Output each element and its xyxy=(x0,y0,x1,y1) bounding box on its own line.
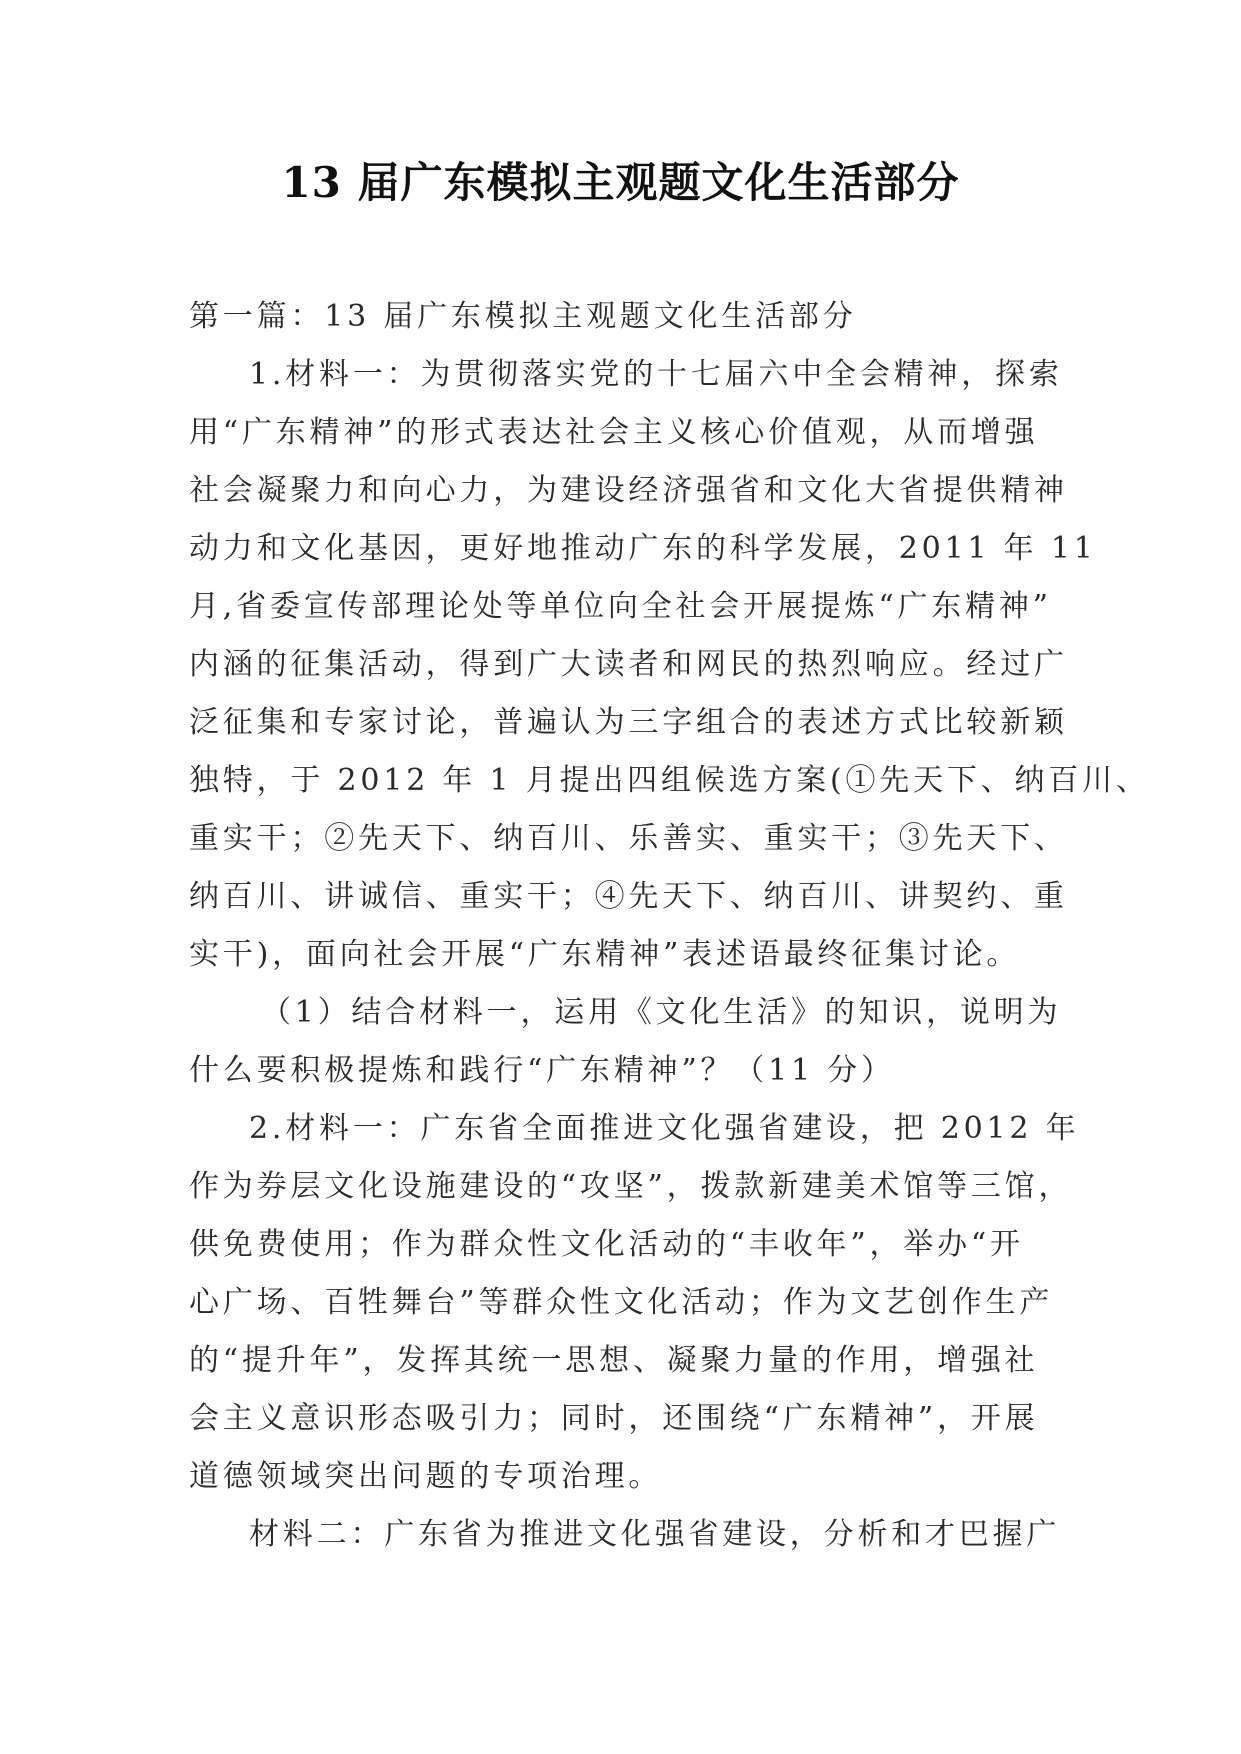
document-title: 13 届广东模拟主观题文化生活部分 xyxy=(281,158,960,207)
text-line: 第一篇：13 届广东模拟主观题文化生活部分 xyxy=(189,299,857,334)
text-line: 独特，于 2012 年 1 月提出四组候选方案(①先天下、纳百川、 xyxy=(189,763,1150,798)
text-line: （1）结合材料一，运用《文化生活》的知识，说明为 xyxy=(261,995,1062,1030)
text-line: 材料二：广东省为推进文化强省建设，分析和才巴握广 xyxy=(249,1517,1061,1552)
text-line: 2.材料一：广东省全面推进文化强省建设，把 2012 年 xyxy=(249,1111,1080,1146)
text-line: 社会凝聚力和向心力，为建设经济强省和文化大省提供精神 xyxy=(189,473,1068,508)
text-line: 用“广东精神”的形式表达社会主义核心价值观，从而增强 xyxy=(189,415,1039,450)
text-line: 动力和文化基因，更好地推动广东的科学发展，2011 年 11 xyxy=(189,531,1097,566)
text-line: 月,省委宣传部理论处等单位向全社会开展提炼“广东精神” xyxy=(189,589,1052,624)
text-line: 重实干；②先天下、纳百川、乐善实、重实干；③先天下、 xyxy=(189,821,1068,856)
text-line: 内涵的征集活动，得到广大读者和网民的热烈响应。经过广 xyxy=(189,647,1068,682)
text-line: 什么要积极提炼和践行“广东精神”？（11 分） xyxy=(189,1053,895,1088)
text-line: 的“提升年”，发挥其统一思想、凝聚力量的作用，增强社 xyxy=(189,1343,1039,1378)
text-line: 道德领域突出问题的专项治理。 xyxy=(189,1459,663,1494)
text-line: 泛征集和专家讨论，普遍认为三字组合的表述方式比较新颖 xyxy=(189,705,1068,740)
text-line: 纳百川、讲诚信、重实干；④先天下、纳百川、讲契约、重 xyxy=(189,879,1068,914)
text-line: 实干)，面向社会开展“广东精神”表述语最终征集讨论。 xyxy=(189,937,1021,972)
text-line: 作为券层文化设施建设的“攻坚”，拨款新建美术馆等三馆， xyxy=(189,1169,1073,1204)
text-line: 1.材料一：为贯彻落实党的十七届六中全会精神，探索 xyxy=(249,357,1063,392)
text-line: 会主义意识形态吸引力；同时，还围绕“广东精神”，开展 xyxy=(189,1401,1039,1436)
document-body xyxy=(189,288,1150,1564)
text-line: 供免费使用；作为群众性文化活动的“丰收年”，举办“开 xyxy=(189,1227,1024,1262)
text-line: 心广场、百牲舞台”等群众性文化活动；作为文艺创作生产 xyxy=(189,1285,1054,1320)
